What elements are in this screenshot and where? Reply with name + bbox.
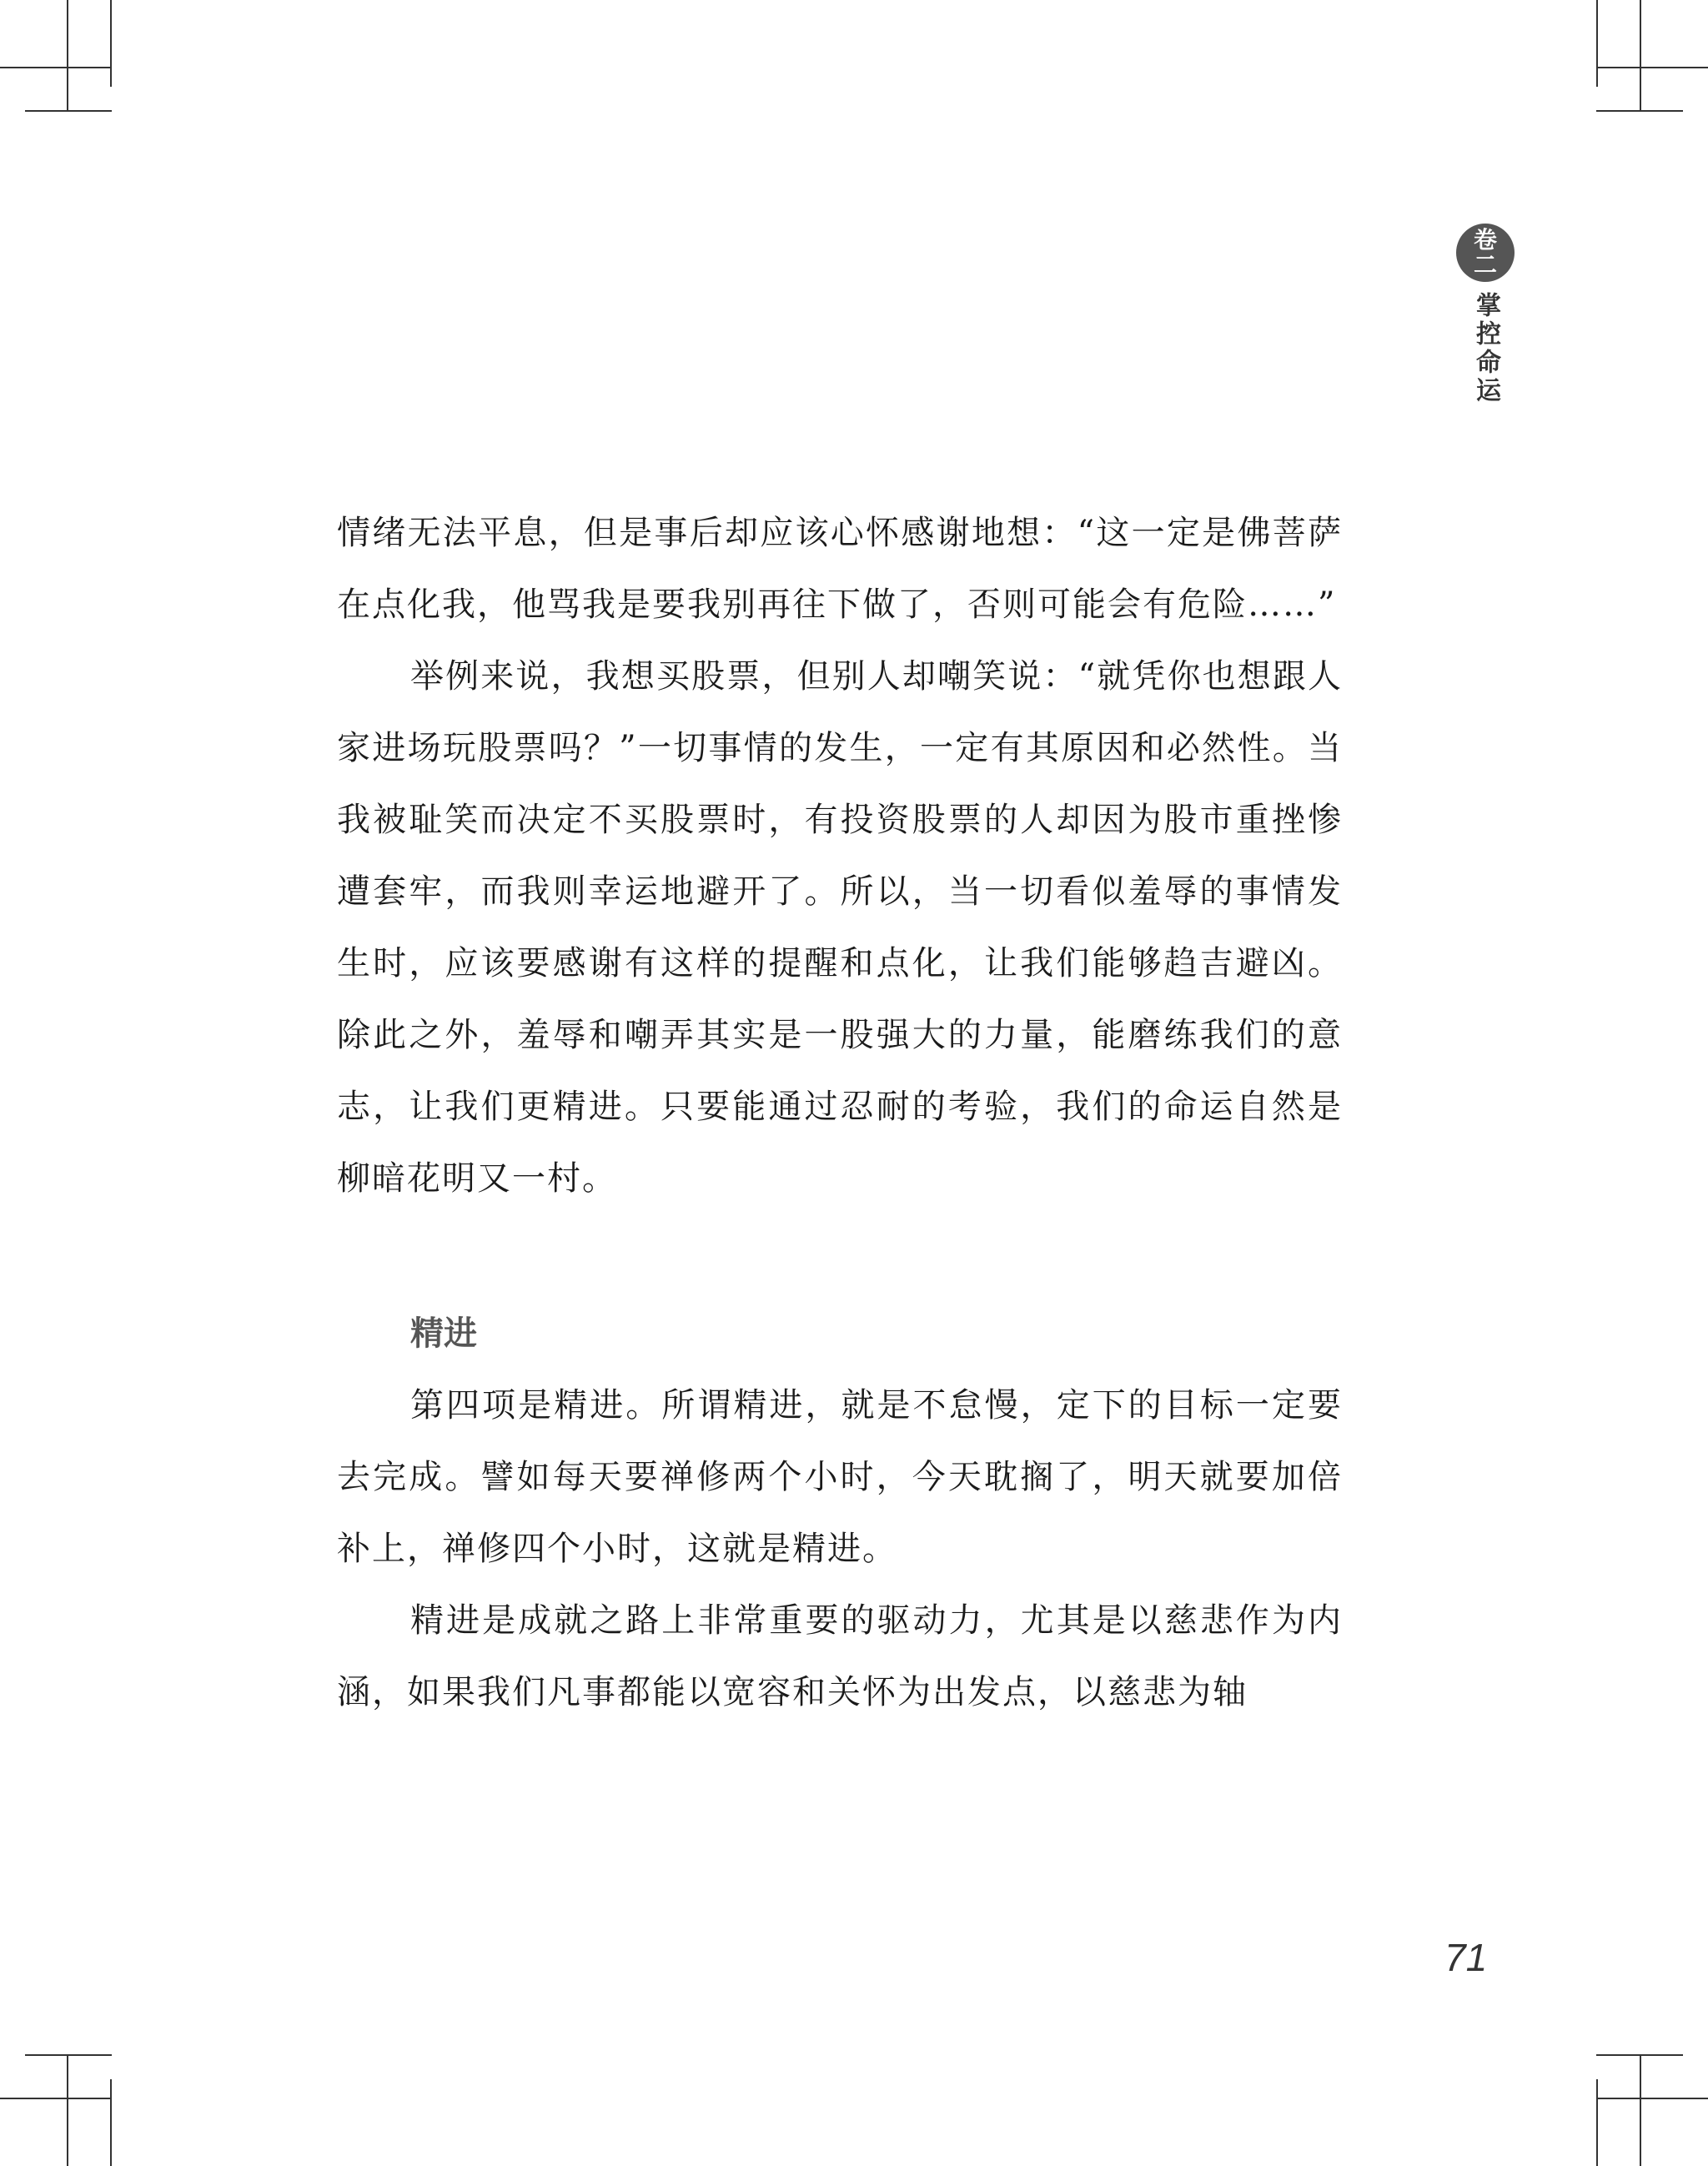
paragraph: 举例来说，我想买股票，但别人却嘲笑说：“就凭你也想跟人家进场玩股票吗？”一切事情的发生，一定有其原因和必然性。当我被耻笑而决定不买股票时，有投资股票的人却因为股市重挫惨遭套牢，而我则幸运地避开了。所以，当一切看似羞辱的事情发生时，应该要感谢有这样的提醒和点化，让我们能够趋吉避凶。除此之外，羞辱和嘲弄其实是一股强大的力量，能磨练我们的意志，让我们更精进。只要能通过忍耐的考验，我们的命运自然是柳暗花明又一村。 xyxy=(337,657,1343,1198)
paragraph-continued: 情绪无法平息，但是事后却应该心怀感谢地想：“这一定是佛菩萨在点化我，他骂我是要我别再往下做了，否则可能会有危险……” xyxy=(337,514,1343,624)
crop-mark xyxy=(25,110,112,112)
page-body xyxy=(337,497,1343,1728)
crop-mark xyxy=(1596,110,1683,112)
crop-mark xyxy=(67,0,68,112)
crop-mark xyxy=(0,67,112,68)
crop-mark xyxy=(110,2079,112,2166)
paragraph: 第四项是精进。所谓精进，就是不怠慢，定下的目标一定要去完成。譬如每天要禅修两个小时，今天耽搁了，明天就要加倍补上，禅修四个小时，这就是精进。 xyxy=(337,1386,1343,1568)
section-heading: 精进 xyxy=(410,1314,477,1353)
chapter-side-tab xyxy=(1456,224,1515,405)
crop-mark xyxy=(67,2054,68,2166)
crop-mark xyxy=(0,2098,112,2099)
page-number: 71 xyxy=(1444,1936,1488,1979)
crop-mark xyxy=(1596,2079,1598,2166)
crop-mark xyxy=(1640,2054,1641,2166)
crop-mark xyxy=(110,0,112,87)
crop-mark xyxy=(1596,67,1708,68)
crop-mark xyxy=(1640,0,1641,112)
crop-mark xyxy=(25,2054,112,2056)
crop-mark xyxy=(1596,2054,1683,2056)
volume-badge xyxy=(1456,224,1515,282)
volume-label-line1: 卷 xyxy=(1473,226,1497,254)
volume-label-line2: 二 xyxy=(1473,251,1497,279)
crop-mark xyxy=(1596,2098,1708,2099)
crop-mark xyxy=(1596,0,1598,87)
paragraph: 精进是成就之路上非常重要的驱动力，尤其是以慈悲作为内涵，如果我们凡事都能以宽容和关怀为出发点，以慈悲为轴 xyxy=(337,1601,1343,1711)
chapter-title: 掌控命运 xyxy=(1471,292,1500,405)
